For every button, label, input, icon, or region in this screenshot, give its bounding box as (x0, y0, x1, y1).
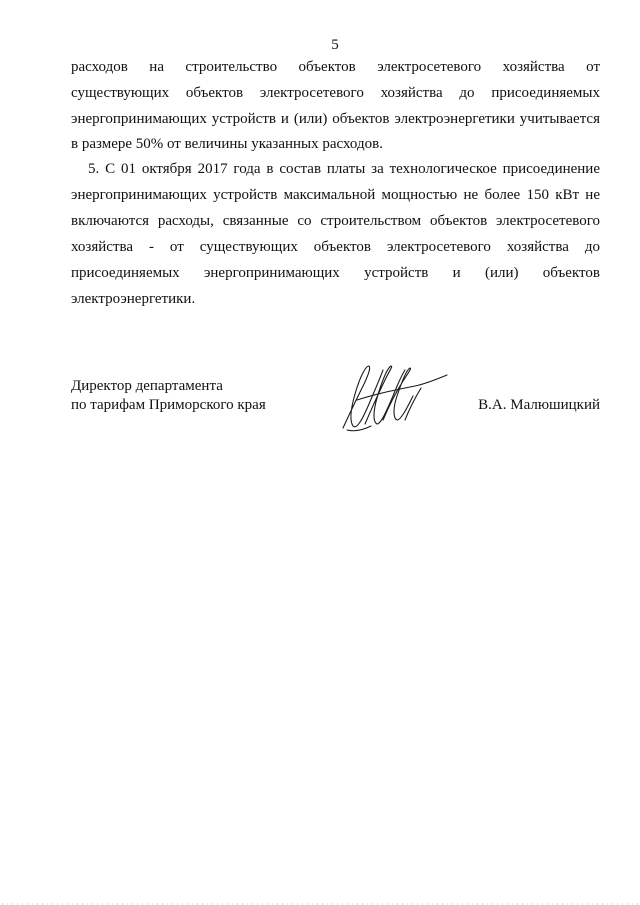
text-line: энергопринимающих устройств и (или) объектов электроэнергетики учитывается (71, 111, 600, 127)
text-line: включаются расходы, связанные со строительством объектов электросетевого (71, 213, 600, 229)
handwritten-signature (335, 360, 450, 435)
text-line: энергопринимающих устройств максимальной мощностью не более 150 кВт не (71, 187, 600, 203)
page-number: 5 (331, 37, 339, 53)
paragraph-5-first-line: 5. С 01 октября 2017 года в состав платы за технологическое присоединение (88, 161, 600, 177)
text-line: существующих объектов электросетевого хозяйства до присоединяемых (71, 85, 600, 101)
signatory-title-line-1: Директор департамента (71, 378, 223, 394)
text-line: в размере 50% от величины указанных расходов. (71, 136, 383, 152)
signatory-name: В.А. Малюшицкий (478, 397, 600, 413)
text-line: электроэнергетики. (71, 291, 196, 307)
signatory-title-line-2: по тарифам Приморского края (71, 397, 266, 413)
text-line: хозяйства - от существующих объектов электросетевого хозяйства до (71, 239, 600, 255)
text-line: расходов на строительство объектов электросетевого хозяйства от (71, 59, 600, 75)
text-line: присоединяемых энергопринимающих устройств и (или) объектов (71, 265, 600, 281)
